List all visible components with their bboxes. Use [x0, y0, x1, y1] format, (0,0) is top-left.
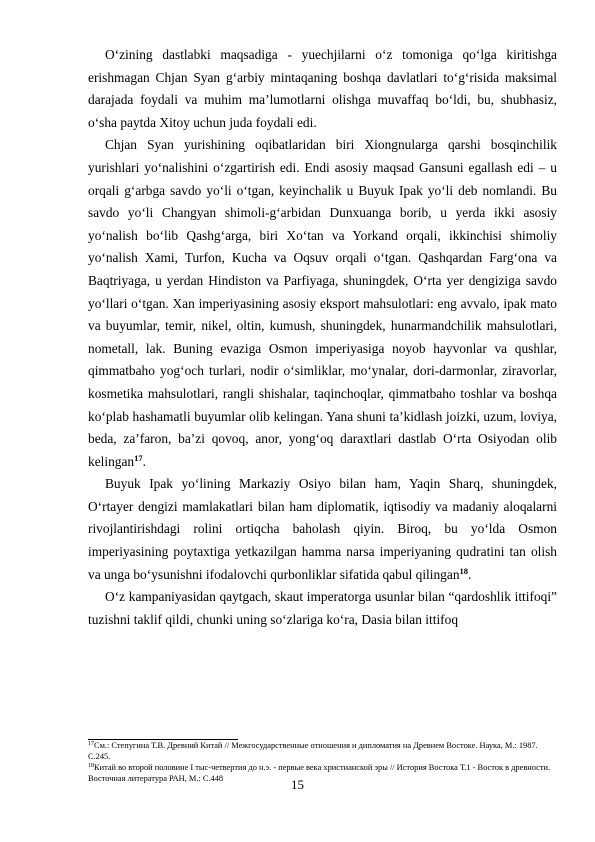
footnote-ref-18[interactable]: 18 — [459, 565, 469, 576]
document-body — [88, 44, 557, 631]
footnote-18-text: Китай во второй половине I тыс-четвертия до н.э. - первые века христианской эры // История Востока Т.1 - Восток в древности. Восточная литература РАН, М.: С.448 — [88, 763, 551, 783]
paragraph-3-tail: . — [468, 566, 472, 582]
paragraph-4-text: O‘z kampaniyasidan qaytgach, skaut imperatorga usunlar bilan “qardoshlik ittifoqi” tuzishni taklif qildi, chunki uning so‘zlariga ko‘ra, Dasia bilan ittifoq — [88, 589, 557, 627]
page-number: 15 — [291, 777, 304, 792]
paragraph-2 — [88, 134, 557, 473]
footnote-ref-17[interactable]: 17 — [134, 452, 143, 463]
footnote-17-number: 17 — [88, 741, 94, 747]
paragraph-1 — [88, 44, 557, 134]
paragraph-3 — [88, 473, 557, 586]
footnote-18-number: 18 — [88, 763, 94, 770]
paragraph-1-text: O‘zining dastlabki maqsadiga - yuechjilarni o‘z tomoniga qo‘lga kiritishga erishmagan Chjan Syan g‘arbiy mintaqaning boshqa davlatlari to‘g‘risida maksimal darajada foydali va muhim ma’lumotlarni olishga muvaffaq bo‘ldi, bu, shubhasiz, o‘sha paytda Xitoy uchun juda foydali edi. — [88, 47, 557, 130]
paragraph-2-text: Chjan Syan yurishining oqibatlaridan biri Xiongnularga qarshi bosqinchilik yurishlari yo‘nalishini o‘zgartirish edi. Endi asosiy maqsad Gansuni egallash edi – u orqali g‘arbga savdo yo‘li o‘tgan, keyinchalik u Buyuk Ipak yo‘li deb nomlandi. Bu savdo yo‘li Changyan shimoli-g‘arbidan Dunxuanga borib, u yerda ikki asosiy yo‘nalish bo‘lib Qashg‘arga, biri Xo‘tan va Yorkand orqali, ikkinchisi shimoliy yo‘nalish Xami, Turfon, Kucha va Oqsuv orqali o‘tgan. Qashqardan Farg‘ona va Baqtriyaga, u yerdan Hindiston va Parfiyaga, shuningdek, O‘rta yer dengiziga savdo yo‘llari o‘tgan. Xan imperiyasining asosiy eksport mahsulotlari: eng avvalo, ipak mato va buyumlar, temir, nikel, oltin, kumush, shuningdek, hunarmandchilik mahsulotlari, nometall, lak. Buning evaziga Osmon imperiyasiga noyob hayvonlar va qushlar, qimmatbaho yog‘och turlari, nodir o‘simliklar, mo‘ynalar, dori-darmonlar, ziravorlar, kosmetika mahsulotlari, rangli shishalar, taqinchoqlar, qimmatbaho toshlar va boshqa ko‘plab hashamatli buyumlar olib kelingan. Yana shuni ta’kidlash joizki, uzum, loviya, beda, za’faron, ba’zi qovoq, anor, yong‘oq daraxtlari dastlab O‘rta Osiyodan olib kelingan — [88, 137, 557, 469]
footnote-17 — [88, 741, 557, 762]
footnote-divider — [88, 739, 238, 740]
footnote-17-text: См.: Степугина Т.В. Древний Китай // Межгосударственные отношения и дипломатия на Древнем Востоке. Наука, М.: 1987. С.245. — [88, 741, 538, 761]
paragraph-4 — [88, 586, 557, 631]
paragraph-2-tail: . — [142, 453, 146, 469]
paragraph-3-text: Buyuk Ipak yo‘lining Markaziy Osiyo bilan ham, Yaqin Sharq, shuningdek, O‘rtayer dengizi mamlakatlari bilan ham diplomatik, iqtisodiy va madaniy aloqalarni rivojlantirishdagi rolini ortiqcha baholash qiyin. Biroq, bu yo‘lda Osmon imperiyasining poytaxtiga yetkazilgan hamma narsa imperiyaning qudratini tan olish va unga bo‘ysunishni ifodalovchi qurbonliklar sifatida qabul qilingan — [88, 476, 557, 582]
